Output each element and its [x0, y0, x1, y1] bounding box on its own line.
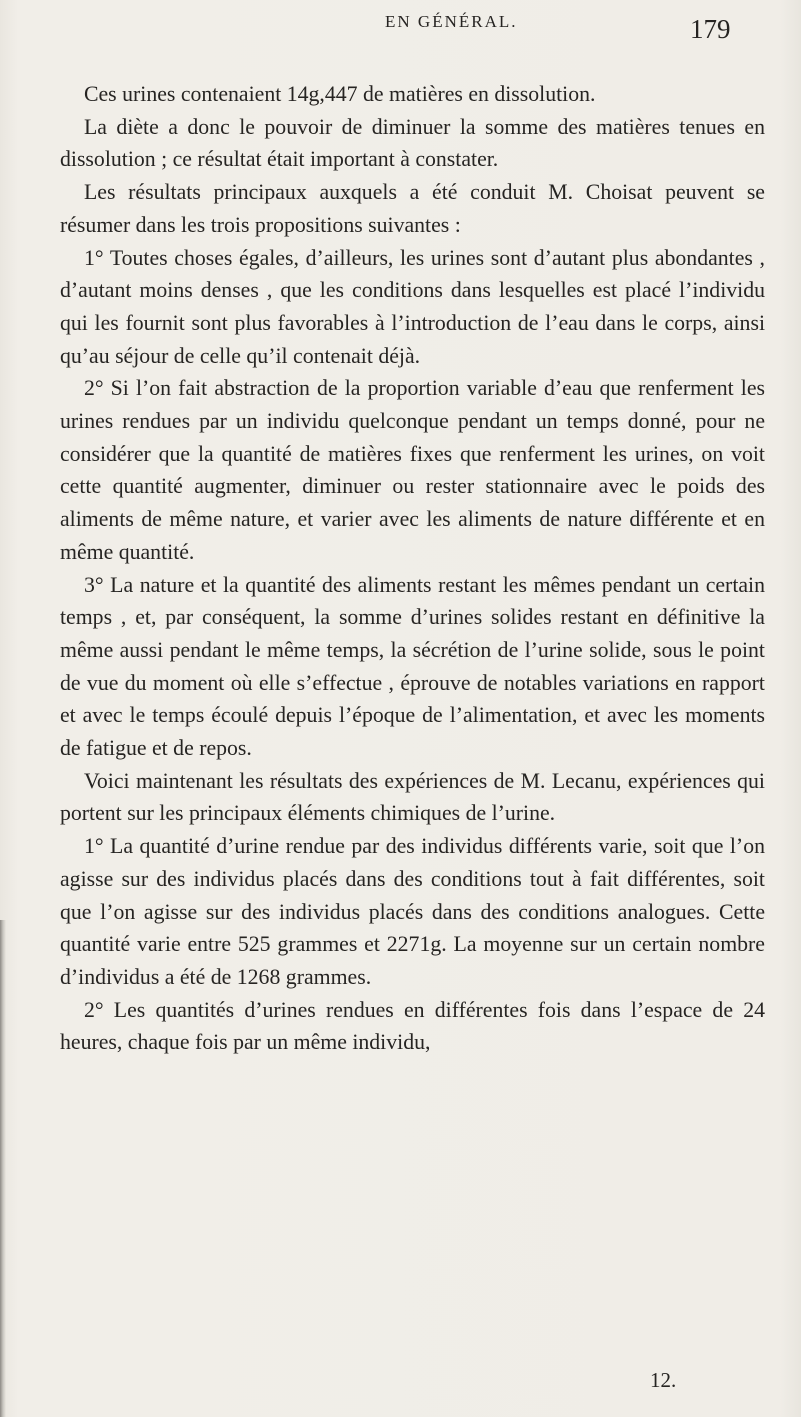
- paragraph-8: 1° La quantité d’urine rendue par des individus différents varie, soit que l’on agisse sur des individus placés dans des conditions tout à fait différentes, soit que l’on agisse sur des individus placés dans des conditions analogues. Cette quantité varie entre 525 grammes et 2271g. La moyenne sur un certain nombre d’individus a été de 1268 grammes.: [60, 834, 765, 989]
- paragraph-5: 2° Si l’on fait abstraction de la proportion variable d’eau que renferment les urines rendues par un individu quelconque pendant un temps donné, pour ne considérer que la quantité de matières fixes que renferment les urines, on voit cette quantité augmenter, diminuer ou rester stationnaire avec le poids des aliments de même nature, et varier avec les aliments de nature différente et en même quantité.: [60, 376, 765, 564]
- paragraph-7: Voici maintenant les résultats des expériences de M. Lecanu, expériences qui portent sur les principaux éléments chimiques de l’urine.: [60, 768, 765, 826]
- paragraph-3: Les résultats principaux auxquels a été conduit M. Choisat peuvent se résumer dans les trois propositions suivantes :: [60, 180, 765, 237]
- paragraph-1: Ces urines contenaient 14g,447 de matières en dissolution.: [83, 82, 596, 106]
- paragraph-9: 2° Les quantités d’urines rendues en différentes fois dans l’espace de 24 heures, chaque fois par un même individu,: [60, 997, 765, 1055]
- paragraph-4: 1° Toutes choses égales, d’ailleurs, les urines sont d’autant plus abondantes , d’autant moins denses , que les conditions dans lesquelles est placé l’individu qui les fournit sont plus favorables à l’introduction de l’eau dans le corps, ainsi qu’au séjour de celle qu’il contenait déjà.: [60, 245, 765, 368]
- page-binding-shadow: [0, 920, 6, 1417]
- paragraph-6: 3° La nature et la quantité des aliments restant les mêmes pendant un certain temps , et, par conséquent, la somme d’urines solides restant en définitive la même aussi pendant le même temps, la sécrétion de l’urine solide, sous le point de vue du moment où elle s’effectue , éprouve de notables variations en rapport et avec le temps écoulé depuis l’époque de l’alimentation, et avec les moments de fatigue et de repos.: [60, 572, 765, 761]
- running-head: EN GÉNÉRAL.: [385, 12, 518, 31]
- signature-mark: 12.: [650, 1368, 677, 1392]
- body-text: [60, 78, 765, 1059]
- page-number: 179: [690, 14, 731, 44]
- page-header: [0, 6, 801, 46]
- paragraph-2: La diète a donc le pouvoir de diminuer la somme des matières tenues en dissolution ; ce résultat était important à constater.: [60, 114, 765, 172]
